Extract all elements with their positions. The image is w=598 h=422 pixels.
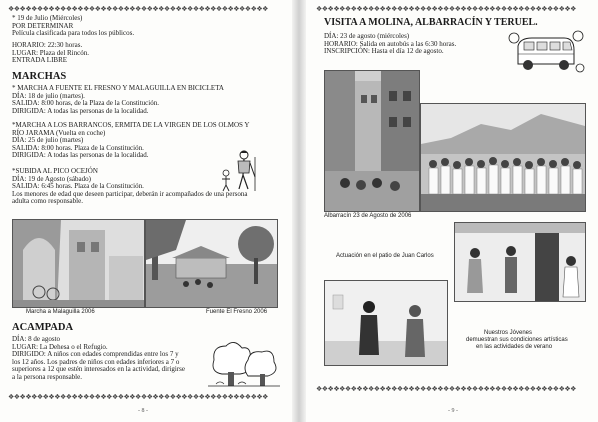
caption-actuacion: Actuación en el patio de Juan Carlos: [336, 253, 434, 259]
march1-line: DÍA: 18 de julio (martes).: [12, 91, 85, 100]
top-ornament-right: ❖❖❖❖❖❖❖❖❖❖❖❖❖❖❖❖❖❖❖❖❖❖❖❖❖❖❖❖❖❖❖❖❖❖❖❖❖❖❖❖❖❖❖❖❖: [316, 6, 576, 12]
trees-clipart: [208, 338, 280, 388]
hiker-clipart: [214, 147, 262, 195]
photo-performance-right: [454, 222, 586, 302]
acampada-heading: ACAMPADA: [12, 322, 74, 333]
intro-line: POR DETERMINAR: [12, 21, 74, 30]
visit-heading: VISITA A MOLINA, ALBARRACÍN Y TERUEL.: [324, 17, 538, 28]
acampada-line: DÍA: 8 de agosto: [12, 335, 61, 343]
visit-line: DÍA: 23 de agosto (miércoles): [324, 32, 410, 40]
marchas-heading: MARCHAS: [12, 71, 67, 82]
photo-albarracin-group: [420, 103, 586, 212]
acampada-line: DIRIGIDO: A niños con edades comprendidas entre los 7 y: [12, 350, 179, 359]
page-number-right: - 9 -: [448, 408, 458, 414]
intro-line: Película clasificada para todos los públicos.: [12, 29, 135, 38]
acampada-line: a la persona responsable.: [12, 373, 82, 381]
caption-jovenes-line: en las actividades de verano: [476, 344, 553, 350]
march1-line: DIRIGIDA: A todas las personas de la localidad.: [12, 106, 149, 115]
march3-line: DÍA: 19 de Agosto (sábado): [12, 174, 91, 183]
march2-line: DÍA: 25 de julio (martes): [12, 136, 84, 145]
march3-line: Los menores de edad que deseen participar, deberán ir acompañados de una persona: [12, 189, 248, 198]
acampada-line: superiores a 12 que estén interesados en la actividad, dirigirse: [12, 365, 185, 374]
march1-line: SALIDA: 8:00 horas, de la Plaza de la Constitución.: [12, 99, 159, 108]
intro-line: HORARIO: 22:30 horas.: [12, 41, 83, 49]
photo-fuente-el-fresno: [145, 219, 278, 308]
march2-line: DIRIGIDA: A todas las personas de la localidad.: [12, 151, 149, 160]
caption-jovenes-line: demuestran sus condiciones artísticas: [466, 337, 568, 343]
intro-line: LUGAR: Plaza del Rincón.: [12, 48, 89, 57]
photo-actuacion: [324, 280, 448, 366]
van-clipart: [506, 28, 586, 76]
acampada-line: los 12 años. Los padres de niños con edades inferiores a 7 o: [12, 357, 180, 366]
visit-line: HORARIO: Salida en autobús a las 6:30 horas.: [324, 39, 457, 48]
top-ornament-left: ❖❖❖❖❖❖❖❖❖❖❖❖❖❖❖❖❖❖❖❖❖❖❖❖❖❖❖❖❖❖❖❖❖❖❖❖❖❖❖❖❖❖❖❖❖: [8, 6, 268, 12]
right-page: [306, 0, 598, 422]
bottom-ornament-left: ❖❖❖❖❖❖❖❖❖❖❖❖❖❖❖❖❖❖❖❖❖❖❖❖❖❖❖❖❖❖❖❖❖❖❖❖❖❖❖❖❖❖❖❖❖: [8, 394, 268, 400]
march2-line: SALIDA: 8:00 horas. Plaza de la Constitución.: [12, 143, 144, 152]
acampada-line: LUGAR: La Dehesa o el Refugio.: [12, 342, 108, 351]
caption-jovenes-line: Nuestros Jóvenes: [484, 330, 533, 336]
book-gutter: [292, 0, 306, 422]
photo-albarracin-street: [324, 70, 420, 212]
page-number-left: - 8 -: [138, 408, 148, 414]
caption-malaguilla: Marcha a Malaguilla 2006: [26, 309, 95, 315]
caption-fuente-el-fresno: Fuente El Fresno 2006: [206, 309, 268, 315]
march1-line: * MARCHA A FUENTE EL FRESNO Y MALAGUILLA EN BICICLETA: [12, 84, 224, 92]
march3-line: adulta como responsable.: [12, 197, 83, 206]
march2-line: *MARCHA A LOS BARRANCOS, ERMITA DE LA VIRGEN DE LOS OLMOS Y: [12, 121, 250, 129]
march3-line: SALIDA: 6:45 horas. Plaza de la Constitución.: [12, 182, 144, 191]
intro-line: * 19 de Julio (Miércoles): [12, 14, 83, 22]
caption-albarracin: Albarracín 23 de Agosto de 2006: [324, 213, 412, 219]
left-page: [0, 0, 292, 422]
intro-line: ENTRADA LIBRE: [12, 56, 68, 65]
march2-line: RÍO JARAMA (Vuelta en coche): [12, 128, 106, 137]
visit-line: INSCRIPCIÓN: Hasta el día 12 de agosto.: [324, 47, 444, 56]
bottom-ornament-right: ❖❖❖❖❖❖❖❖❖❖❖❖❖❖❖❖❖❖❖❖❖❖❖❖❖❖❖❖❖❖❖❖❖❖❖❖❖❖❖❖❖❖❖❖❖: [316, 386, 576, 392]
march3-line: *SUBIDA AL PICO OCEJÓN: [12, 167, 98, 175]
photo-malaguilla: [12, 219, 145, 308]
